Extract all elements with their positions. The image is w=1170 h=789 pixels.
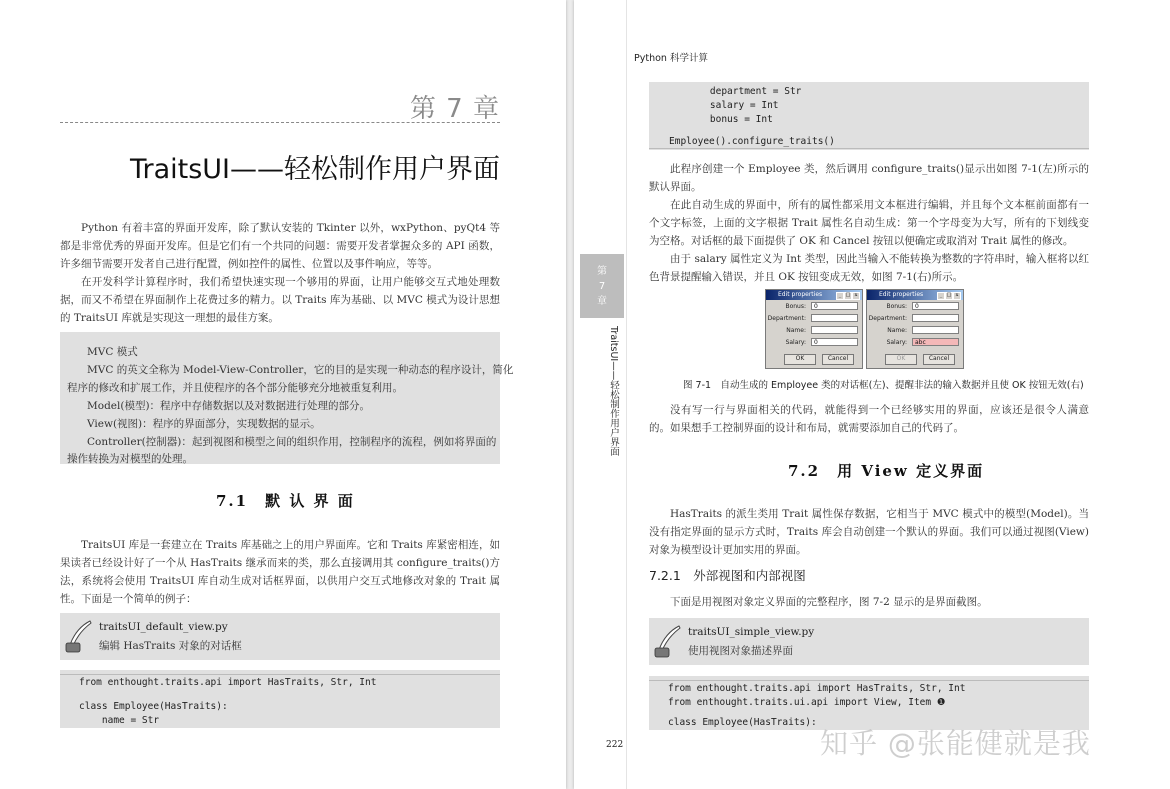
code-line: from enthought.traits.ui.api import View, Item ❶ <box>668 697 946 708</box>
mvc-line: Model(模型)：程序中存储数据以及对数据进行处理的部分。 <box>87 400 371 412</box>
code-rule <box>649 148 1089 149</box>
code-line: class Employee(HasTraits): <box>79 701 228 712</box>
side-tab-char: 第 <box>597 265 607 277</box>
chapter-number: 第 7 章 <box>409 94 500 124</box>
code-line: bonus = Int <box>687 114 773 125</box>
paragraph: 由于 salary 属性定义为 Int 类型，因此当输入不能转换为整数的字符串时，输入框将以红色背景提醒输入错误，并且 OK 按钮变成无效，如图 7-1(右)所示。 <box>649 253 1089 283</box>
edit-properties-dialog-right <box>866 289 964 369</box>
edit-properties-dialog-left <box>765 289 863 369</box>
dialog-label: Name: <box>887 327 907 334</box>
page-gutter-line <box>626 0 627 789</box>
code-line: salary = Int <box>687 100 779 111</box>
code-line: Employee().configure_traits() <box>669 136 835 147</box>
mvc-line: 程序的修改和扩展工作，并且使程序的各个部分能够充分地被重复利用。 <box>67 382 403 394</box>
file-name: traitsUI_simple_view.py <box>688 626 815 638</box>
maximize-icon: □ <box>946 292 952 298</box>
page-number: 222 <box>606 740 624 750</box>
file-description: 编辑 HasTraits 对象的对话框 <box>99 640 242 652</box>
paragraph: 在此自动生成的界面中，所有的属性都采用文本框进行编辑，并且每个文本框前面都有一个文字标签，上面的文字根据 Trait 属性名自动生成：第一个字母变为大写，所有的下划线变为空格。对话框的最下面提供了 OK 和 Cancel 按钮以便确定或取消对 Trait 属性的修改。 <box>649 199 1089 247</box>
section-heading-7-2: 7.2 用 View 定义界面 <box>788 462 985 480</box>
close-icon: x <box>852 292 860 300</box>
cancel-button: Cancel <box>822 354 854 365</box>
mvc-line: View(视图)：程序的界面部分，实现数据的显示。 <box>87 418 321 430</box>
mvc-box <box>60 332 514 465</box>
mvc-line: MVC 的英文全称为 Model-View-Controller，它的目的是实现一种动态的程序设计，简化 <box>87 364 514 376</box>
side-tab-char: 7 <box>598 280 606 292</box>
quill-pen-icon <box>64 619 94 653</box>
file-box <box>649 618 1089 665</box>
side-tab-char: 章 <box>597 295 607 307</box>
chapter-title: TraitsUI——轻松制作用户界面 <box>129 154 500 185</box>
maximize-icon: □ <box>845 292 851 298</box>
dialog-title: Edit properties <box>879 291 924 298</box>
minimize-icon: _ <box>937 292 945 300</box>
code-line: name = Str <box>79 715 160 726</box>
bonus-field: 0 <box>912 302 959 310</box>
code-rule <box>649 680 1089 681</box>
file-description: 使用视图对象描述界面 <box>688 645 793 657</box>
ok-button-disabled: OK <box>885 354 917 365</box>
name-field <box>912 326 959 334</box>
code-rule <box>60 674 500 675</box>
dialog-label: Salary: <box>886 339 907 346</box>
code-line: from enthought.traits.api import HasTraits, Str, Int <box>668 683 966 694</box>
figure-caption: 图 7-1 自动生成的 Employee 类的对话框(左)、提醒非法的输入数据并且使 OK 按钮无效(右) <box>683 380 1084 391</box>
paragraph: 没有写一行与界面相关的代码，就能得到一个已经够实用的界面，应该还是很令人满意的。如果想手工控制界面的设计和布局，就需要添加自己的代码了。 <box>649 404 1089 434</box>
subsection-heading-7-2-1: 7.2.1 外部视图和内部视图 <box>649 568 806 583</box>
intro-paragraph-2: 在开发科学计算程序时，我们希望快速实现一个够用的界面，让用户能够交互式地处理数据，而又不希望在界面制作上花费过多的精力。以 Traits 库为基础、以 MVC 模式为设计思想的 TraitsUI 库就是实现这一理想的最佳方案。 <box>60 276 500 324</box>
subsection-paragraph: 下面是用视图对象定义界面的完整程序，图 7-2 显示的是界面截图。 <box>670 596 988 608</box>
dialog-title: Edit properties <box>778 291 823 298</box>
code-block <box>60 670 500 728</box>
department-field <box>912 314 959 322</box>
section-heading-7-1: 7.1 默 认 界 面 <box>216 492 355 510</box>
paragraph: 此程序创建一个 Employee 类，然后调用 configure_traits()显示出如图 7-1(左)所示的默认界面。 <box>649 163 1089 193</box>
file-box <box>60 613 500 660</box>
salary-field-error: abc <box>912 338 959 346</box>
right-page <box>574 0 1170 789</box>
watermark: 知乎 @张能健就是我 <box>820 727 1091 760</box>
name-field <box>811 326 858 334</box>
close-icon: x <box>953 292 961 300</box>
code-line: from enthought.traits.api import HasTraits, Str, Int <box>79 677 377 688</box>
mvc-line: 操作转换为对模型的处理。 <box>67 453 193 465</box>
dialog-label: Department: <box>767 315 806 322</box>
salary-field: 0 <box>811 338 858 346</box>
code-block-top <box>649 82 1089 150</box>
bonus-field: 0 <box>811 302 858 310</box>
code-line: class Employee(HasTraits): <box>668 717 817 728</box>
cancel-button: Cancel <box>923 354 955 365</box>
section-7-1-paragraph: TraitsUI 库是一套建立在 Traits 库基础之上的用户界面库。它和 Traits 库紧密相连，如果读者已经设计好了一个从 HasTraits 继承而来的类，那么直接调用其 configure_traits()方法，系统将会使用 TraitsUI 库自动生成对话框界面，以供用户交互式地修改对象的 Trait 属性。下面是一个简单的例子： <box>60 539 500 605</box>
dialog-label: Name: <box>786 327 806 334</box>
section-7-2-paragraph: HasTraits 的派生类用 Trait 属性保存数据，它相当于 MVC 模式中的模型(Model)。当没有指定界面的显示方式时，Traits 库会自动创建一个默认的界面。我们可以通过视图(View)对象为模型设计更加实用的界面。 <box>649 508 1089 556</box>
dialog-label: Department: <box>868 315 907 322</box>
quill-pen-icon <box>653 624 683 658</box>
dialog-label: Bonus: <box>785 303 806 310</box>
file-name: traitsUI_default_view.py <box>99 621 228 633</box>
dialog-label: Bonus: <box>886 303 907 310</box>
mvc-line: Controller(控制器)：起到视图和模型之间的组织作用，控制程序的流程，例如将界面的 <box>87 436 497 448</box>
side-chapter-title: TraitsUI——轻松制作用户界面 <box>608 326 619 457</box>
mvc-heading: MVC 模式 <box>87 346 138 358</box>
minimize-icon: _ <box>836 292 844 300</box>
dialog-label: Salary: <box>785 339 806 346</box>
intro-paragraph-1: Python 有着丰富的界面开发库，除了默认安装的 Tkinter 以外，wxPython、pyQt4 等都是非常优秀的界面开发库。但是它们有一个共同的问题：需要开发者掌握众多的 API 函数，许多细节需要开发者自己进行配置，例如控件的属性、位置以及事件响应，等等。 <box>60 222 500 270</box>
running-head: Python 科学计算 <box>634 53 708 64</box>
code-line: department = Str <box>687 86 802 97</box>
left-page <box>0 0 566 789</box>
department-field <box>811 314 858 322</box>
chapter-side-tab <box>580 254 624 318</box>
ok-button: OK <box>784 354 816 365</box>
chapter-divider <box>60 122 500 123</box>
